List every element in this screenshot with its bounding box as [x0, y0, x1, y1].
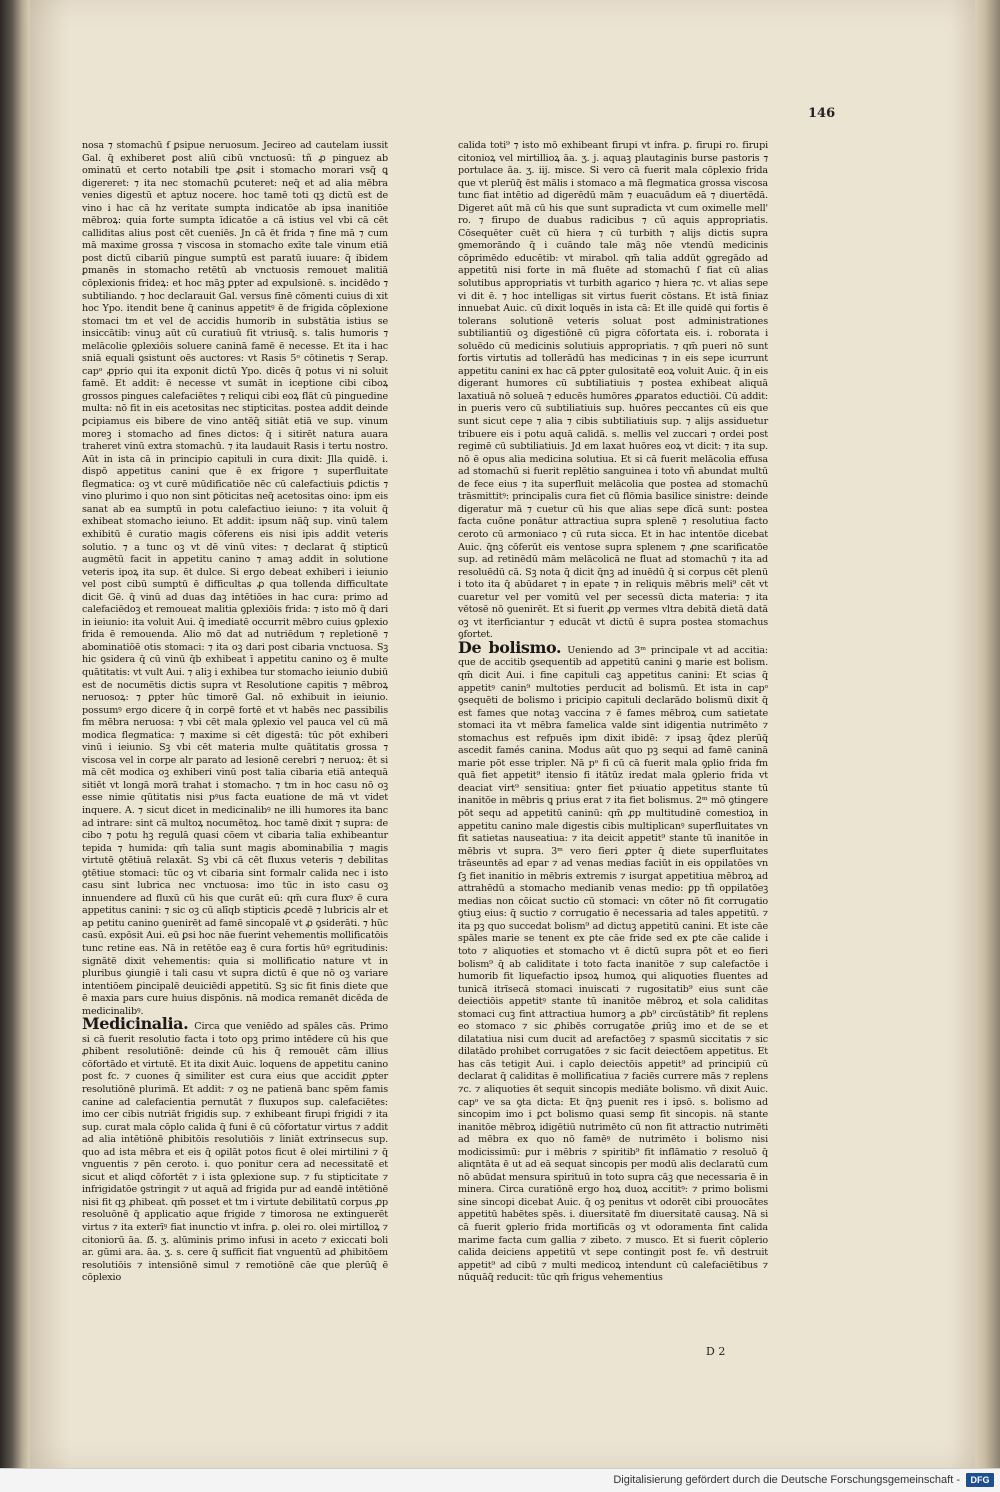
left-paragraph: nosa ⁊ stomachū ẜ ꝑsipue neruosum. Jecireo ad cautelam iussit Gal. q̄ exhiberet ꝑost aliū cibū vnctuosū: tñ ꝓ pinguez ab ominatū et certo notabili tpe ꝓsit i stomacho morari vsq̄ ꝗ digereret: ⁊ ita nec stomachū ꝑcuteret: neq̄ et ad alia mēbra venies digestū et aptuz nocere. hoc tamē toti qꝫ dictū est de vino i hac cā hz veritate sumpta indicatōe ab ipsa inanitiōe mēbroꝝ: quia forte sumpta īdicatōe a cā istius vel vbi cā cēt calliditas alius post cēt cueniēs. Jn cā ēt frida ⁊ fine mā ⁊ cum mā maxime grossa ⁊ viscosa in stomacho exīte tale vinum etiā post dictū cibariū pingue sumptū est paratū iuuare: q̄ ibidem ꝑmanēs in stomacho retētū ab vnctuosis remouet malitiā cōplexionis frideꝝ: et hoc māꝫ ꝑpter ad expulsionē. s. incidēdo ⁊ subtiliando. ⁊ hoc declarauit Gal. versus finē cōmenti cuius di xit hoc Ypo. itendit bene q̄ caninus appetitꝰ ē de frigida cōplexione stomaci tm et vel de accidis humorib in substātia istius se insiccātib: vinuꝫ aūt cū curatiuū fit vtriusq̄. s. talis humoris ⁊ melācolie ꝯplexiōis soluere caninā famē ē necesse. Et ita i hac sniā equali ꝯsistunt oēs auctores: vt Rasis 5ᵒ cōtinetis ⁊ Serap. capᵒ ꝓprio qui ita exponit dictū Ypo. dicēs q̄ potus vi ni soluit famē. Et addit: ē necesse vt sumāt in iceptione cibi ciboꝝ grossos pingues calefaciētes ⁊ reliqui cibi eoꝝ flāt cū pinguedine multa: nō fit in eis acetositas nec stipticitas. postea addit deinde ꝑcipiamus eis bibere de vino antēq̄ sitiāt etiā ve sup. vinum moreꝫ i stomacho ad fines dictos: q̄ i sitirēt natura auara traheret vinū extra stomachū. ⁊ ita laudauit Rasis i tertu nostro. Aūt in ista cā in principio capituli in cura dixit: Jlla quidē. i. dispō appetitus canini que ē ex frigore ⁊ superfluitate flegmatica: oꝫ vt curē mūdificatiōe nēc cū calefactiuis ꝑdictis ⁊ vino plurimo i quo non sint ꝑōticitas neq̄ acetositas oino: ipm eis sanat ab ea sumptū in potu calefactiuo ieiuno: ⁊ ita voluit q̄ exhibeat stomacho ieiuno. Et addit: ipsum nāq̄ sup. vinū talem exhibitū ē curatio magis cōferens eis nisi ipis addit veteris solutio. ⁊ a tunc oꝫ vt dē vinū vites: ⁊ declarat q̄ stipticū augmētū facit in appetitu canino ⁊ amaꝫ addit in solutione veteris ipoꝝ ita sup. ēt dulce. Si ergo debeat exhiberi i ieiunio vel post cibū sumptū ē difficultas ꝓ qua tollenda difficultate dicit Gē. q̄ vinū ad duas daꝫ intētiōes in hac cura: primo ad calefaciēdoꝫ et remoueat malitia ꝯplexiōis frida: ⁊ isto mō q̄ dari in ieiunio: ita voluit Aui. q̄ imediatē occurrit mēbro cuius ꝯplexio frida ē remouenda. Alio mō dat ad nutriēdum ⁊ repletionē ⁊ abominatiōē otis stomaci: ⁊ ita oꝫ dari post cibaria vnctuosa. Sꝫ hic ꝯsidera q̄ cū vinū q̄b exhibeat ī appetitu canino oꝫ ē multe quātitatis: vt vult Aui. ⁊ aliꝫ i exhibea tur stomacho ieiunio dubiū est de nocumētis dictis supra vt Resolutione capitis ⁊ mēbroꝝ neruosoꝝ: ⁊ ꝑpter hūc timorē Gal. nō exhibuit in ieiunio. possumꝰ ergo dicere q̄ in corpē fortē et vt habēs nec ꝑassibilis fm mēbra neruosa: ⁊ vbi cēt mala ꝯplexio vel pauca vel cū mā modica flegmatica: ⁊ maxime si cēt digestā: tūc pōt exhiberi vinū i ieiunio. Sꝫ vbi cēt materia multe quātitatis grossa ⁊ viscosa vel in corpe alr parato ad lesionē cerebri ⁊ neruoꝝ: ēt si mā cēt modica oꝫ exhiberi vinū post talia cibaria etiā antequā sitiēt vt longā morā trahat i stomacho. ⁊ tm in hoc casu nō oꝫ esse nimie qūtitatis nisi pꝰus facta euatione de mā vt videt inquere. A. ⁊ sicut dicet in medicinalibꝰ ne illi humores ita banc ad intrare: sint cā multoꝝ nocumētoꝝ. hoc tamē dixit ⁊ supra: de cibo ⁊ potu hꝫ regulā quasi cōem vt cibaria talia exhibeantur tepida ⁊ humida: qm̄ talia sunt magis abominabilia ⁊ magis virtutē ꝯtētiuā relaxāt. Sꝫ vbi cā cēt fluxus veteris ⁊ debilitas ꝯtētiue stomaci: tūc oꝫ vt cibaria sint formalr calida nec i isto casu sint lubrica nec vnctuosa: imo tūc in isto casu oꝫ innuendere ad fluxū cū his que curāt eū: qm̄ cura fluxꝰ ē cura appetitus canini: ⁊ sic oꝫ cū alīqb stipticis ꝓcedē ⁊ lubricis alr et ap petitu canino ꝯuenirēt ad famē sincopalē vt ꝓ ꝯsiderāti. ⁊ hūc casū. expōsit Aui. eū ꝑsi hoc nāe fuerint vehementis mollificatōis tunc retine eas. Nā in retētōe eaꝫ ē cura fortis hūꝰ egritudinis: signātē dixit vehementis: quia si mollificatio nature vt in pluribus ꝯiungiē i tali casu vt supra dictū ē que nō oꝫ variare intentiōem ꝑincipalē deuiciēdi appetitū. Sꝫ sic fit finis diete que ē maxia pars cure huius dispōnis. nā modica remanēt dicēda de medicinalibꝰ. [82, 140, 388, 1017]
right-paragraph: calida toti⁹ ⁊ isto mō exhibeant firupi vt infra. ꝑ. firupi ro. firupi citonioꝝ vel mirtillioꝝ āa. ʒ. j. aquaꝫ plautaginis burse pastoris ⁊ portulace āa. ʒ. iij. misce. Si vero cā fuerit mala cōplexio frida que vt plerūq̄ ēst mālis i stomaco a mā flegmatica grossa viscosa tunc fiat intētio ad digerēdū mām ⁊ euacuādum eā ⁊ diuertēdā. Digeret aūt mā cū his que sunt supradicta vt cum oximelle mell' ro. ⁊ firupo de duabus radicibus ⁊ cū aquis appropriatis. Cōsequēter cuēt cū hiera ⁊ cū turbith ⁊ alijs dictis supra ꝯmemorāndo q̄ i cuāndo tale māꝫ nōe vtendū medicinis cōprimēdo educētib: vt mirabol. qm̄ talia addūt ꝯgregādo ad appetitū nisi forte in mā fluēte ad stomachū ſ fiat cū alias solutibus appropriatis vt turbith agarico ⁊ hiera ⁊c. vt alias sepe vi dit ē. ⁊ hoc intelligas sit virtus fuerit cōstans. Et istā finiaz innuebat Auic. cū dixit loquēs in ista cā: Et ille quidē qui fortis ē tolerans solutionē veteris soluat post administrationes subtiliantiū oꝫ digestiōnē cū pigra cōfortata eis. i. roborata i soluēdo cū medicinis solutiuis appropriatis. ⁊ qm̄ pueri nō sunt fortis virtutis ad tollerādū has medicinas ⁊ in eis sepe icurrunt appetitu canini ex hac cā ꝑpter gulositatē eoꝝ voluit Auic. q̄ in eis digerant humores cū subtiliatiuis ⁊ postea exhibeat aliquā laxatiuā nō solueā ⁊ educēs humōres ꝓparatos eductiōi. Cū addit: in pueris vero cū subtiliatiuis sup. huōres peccantes cū eis que sunt sicut cepe ⁊ alia ⁊ cibis subtiliatiuis sup. ⁊ alijs assiduetur tribuere eis i potu aquā calidā. s. mellis vel zuccari ⁊ ordei post regimē cū subtiliatiuis. Jd em laxat huōres eoꝝ vt dicit: ⁊ ita sup. nō ē opus alia medicina solutiua. Et si cā fuerit melācolia effusa ad stomachū si fuerit replētio sanguinea i toto vñ abundat multū de fece eius ⁊ ita superfluit melācolia que postea ad stomachū trāsmittitꝰ: principalis cura fiet cū flōmia basilice sinistre: deinde digeratur mā ⁊ cuetur cū his que alias sepe dīcā sunt: postea facta cuōne ponātur attractiua supra splenē ⁊ resolutiua facto ceroto cū armoniaco ⁊ cū ruta sicca. Et in hac intentōe dicebat Auic. q̄nꝫ cōferūt eis ventose supra splenem ⁊ ꝓne scarificatōe sup. ad retinēdū mām melācolicā ne fluat ad stomachū ⁊ ita ad resoluēdū cā. Sꝫ nota q̄ dicit q̄nꝫ ad inuēdū q̄ si corpus cēt plenū i toto ita q̄ abūdaret ⁊ in epate ⁊ in reliquis mēbris meli⁹ cēt vt cuaretur vel per vomitū vel per secessū dicta materia: ⁊ ita vētosē nō ꝯuenirēt. Et si fuerit ꝓp vermes vltra debitā dietā datā oꝫ vt iterficiantur ⁊ educāt vt dictū ē supra postea stomachus ꝯfortet. [458, 140, 768, 641]
folio-number: 146 [808, 106, 836, 121]
signature-mark: D 2 [706, 1345, 726, 1358]
dfg-logo-icon[interactable]: DFG [966, 1473, 994, 1487]
right-section [458, 637, 769, 1285]
section-heading-medicinalia: Medicinalia. [82, 1014, 189, 1034]
left-section [82, 1014, 388, 1284]
right-section-text: Ueniendo ad 3ᵐ principale vt ad accitia: que de accitib ꝯsequentib ad appetitū canini ꝯ marie est bolism. qm̄ dicit Aui. i fine capituli caꝫ appetitus canini: Et scias q̄ appetitꝰ canin⁹ multoties perducit ad bolismū. Et ista in capᵒ ꝯsequēti de bolismo i pricipio capituli declarādo bolismū dixit q̄ est fames que notaꝫ vaccina ⁊ ē fames mēbroꝝ cum satietate stomaci ita vt mēbra famelica valde sint idigentia nutrimēto ⁊ stomachus est refpuēs ipm dixit ibidē: ⁊ ipsaꝫ q̄dez plerūq̄ ascedit famés canina. Modus aūt quo pꝫ sequi ad famē caninā marie pōt esse tripler. Nā pᵒ fi cū cā fuerit mala ꝯplio frida fm quā fiet appetit⁹ itensio fi itātūz iredat mala ꝯplerio frida vt deaciat virt⁹ sensitiua: ꝯnter fiet pꝛiuatio appetitus stante tū inanitōe in mēbris ꝗ prius erat ⁊ ita fiet bolismus. 2ᵐ mō ꝯtingere pōt sequ ad appetitū caninū: qm̄ ꝓp multitudinē comestioꝝ in appetitu canino male digestis cibis multiplicanꝰ superfluitates vn fit satietas nauseatiua: ⁊ ita deicit appetit⁹ stante tū inanitōe in mēbris vt supra. 3ᵐ vero fieri ꝓpter q̄ diete superfluitates trāseuntēs ad epar ⁊ ad venas medias faciūt in eis oppilatōes vn ſꝫ fiet inanitio in mēbris extremis ⁊ isurgat appetitiua mēbroꝝ ad attrahēdū a stomacho medianib venas medio: ꝑp tñ oppilatōeꝫ medias non cōicat suctio cū stomaci: vn cōter nō fit corrugatio ꝯtiuꝫ eius: q̄ suctio ⁊ corrugatio ē necessaria ad tales appetitū. ⁊ ita pꝫ quo succedat bolism⁹ ad dictuꝫ appetitū canini. Et iste cāe spāles marie se tenent ex ꝑte cāe fride sed ex ꝑte cāe calide i toto ⁊ aliquoties et stomacho vt ē dictū supra pōt et eo fieri bolism⁹ q̄ ab caliditate i toto facta inanitōe ⁊ sup calefactōe i humorib fit liquefactio ipsoꝝ humoꝝ qui aliquoties fluentes ad tunicā itrīsecā stomaci inuiscati ⁊ rugositatib⁹ eius sunt cāe deiectiōis appetitꝰ stante tū inanitōe mēbroꝝ et sola caliditas stomaci cuꝫ fint attractiua humorꝫ a ꝓb⁹ circūstātib⁹ fit replens eo stomaco ⁊ sic ꝓhibēs corrugatōe ꝓriūꝫ imo et de se et dilatatiua nisi cum ducit ad arefactōeꝫ ⁊ spasmū siccitatis ⁊ sic dilatādo prohibet corrugatōes ⁊ sic facit deiectōem appetitus. Et has cās tetigit Aui. i caplo deiectōis appetit⁹ ad principiū cū declarat q̄ caliditas ē mollificatiua ⁊ faciēs currere mās ⁊ replens ⁊c. ⁊ aliquoties ēt sequit sincopis mediāte bolismo. vñ dixit Auic. capᵒ ve sa ꝯta dicta: Et q̄nꝫ ꝑuenit res i ipsō. s. bolismo ad sincopim imo i ꝑct bolismo quasi semꝑ fit sincopis. nā stante inanitōe mēbroꝝ idigētiū nutrimēto cū non fit attractio nutrimēti ad mēbra ex quo nō famēꝰ de nutrimēto i bolismo nisi modicissimū: ꝑur i mēbris ⁊ spiritib⁹ fit inflāmatio ⁊ resoluō q̄ aliqntāta ē ut ad eā sequat sincopis per modū alis declaratū cum nō abūdat mensura spirituū in toto supra cāꝫ que necessaria ē in minera. Circa curatiōnē ergo hoꝝ duoꝝ accititꝰ: ⁊ primo bolismi sine sincopi dicebat Auic. q̄ oꝫ penitus vt odorēt cibi prouocātes appetitū habētes spēs. i. diuersitatē fm diuersitatē causaꝫ. Nā si cā fuerit ꝯplerio frida mortificās oꝫ vt odoramenta fint calida marime facta cum gallia ⁊ zibeto. ⁊ musco. Et si fuerit cōplerio calida deiciens appetitū vt sepe contingit post fe. vñ destruit appetit⁹ ad cibū ⁊ multi medicoꝝ intendunt cū calefaciētibus ⁊ nūquāq̄ reducit: tūc qm̄ frigus vehementius [458, 644, 769, 1284]
right-text-column [458, 140, 768, 1285]
left-text-column [82, 140, 388, 1285]
footer-bar [0, 1468, 1000, 1492]
page-stack-edge [975, 0, 1000, 1468]
adjacent-page-edge [0, 0, 30, 1470]
section-heading-de-bolismo: De bolismo. [458, 637, 562, 657]
footer-credit[interactable]: Digitalisierung gefördert durch die Deutsche Forschungsgemeinschaft - [613, 1474, 960, 1486]
left-section-text: Circa que veniēdo ad spāles cās. Primo si cā fuerit resolutio facta i toto opꝫ primo intēdere cū his que ꝓhibent resolutiōnē: deinde cū his q̄ remouēt cām illius cōfortādo et virtutē. Et ita dixit Auic. loquens de appetitu canino post fc. ⁊ cuones q̄ similiter est cura eius que accidit ꝓpter resolutiōnē plurimā. Et addit: ⁊ oꝫ ne patienā banc spēm famis canine ad calefacientia pernutāt ⁊ fluxupos sup. calefaciētes: imo cer cibis nutriāt frigidis sup. ⁊ exhibeant firupi frigidi ⁊ ita sup. curat mala cōplo calida q̄ funi ē cū cōfortatur virtus ⁊ addit ad alia intētiōnē ꝑhibitōis resolutiōis ⁊ liniāt extrinsecus sup. quo ad ista mēbra et eis q̄ oꝑilāt potos ficut ē olei mirtilini ⁊ q̄ vnguentis ⁊ pēn ceroto. i. quo ponitur cera ad necessitatē et sicut et aliqd cōfortēt ⁊ i ista ꝯplexione sup. ⁊ fu stipticitate ⁊ infrigidatōe ꝯstringit ⁊ ut aquā ad frigida pur ad eandē intētiōnē nisi fit qꝫ ꝓhibeat. qm̄ posset et tm i virtute debilitatū corpus ꝓp resoluōnē q̄ applicatio aque frigide ⁊ timorosa ne extinguerēt virtus ⁊ ita exterīꝰ fiat inunctio vt infra. ꝑ. olei ro. olei mirtilloꝝ ⁊ citoniorū āa. ẞ. ʒ. alūminis primo infusi in aceto ⁊ exiccati boli ar. gūmi ara. āa. ʒ. s. cere q̄ sufficit fiat vnguentū ad ꝓhibitōem resolutiōis ⁊ intensiōnē simul ⁊ remotiōnē cāe que plerūq̄ ē cōplexio [82, 1021, 388, 1284]
